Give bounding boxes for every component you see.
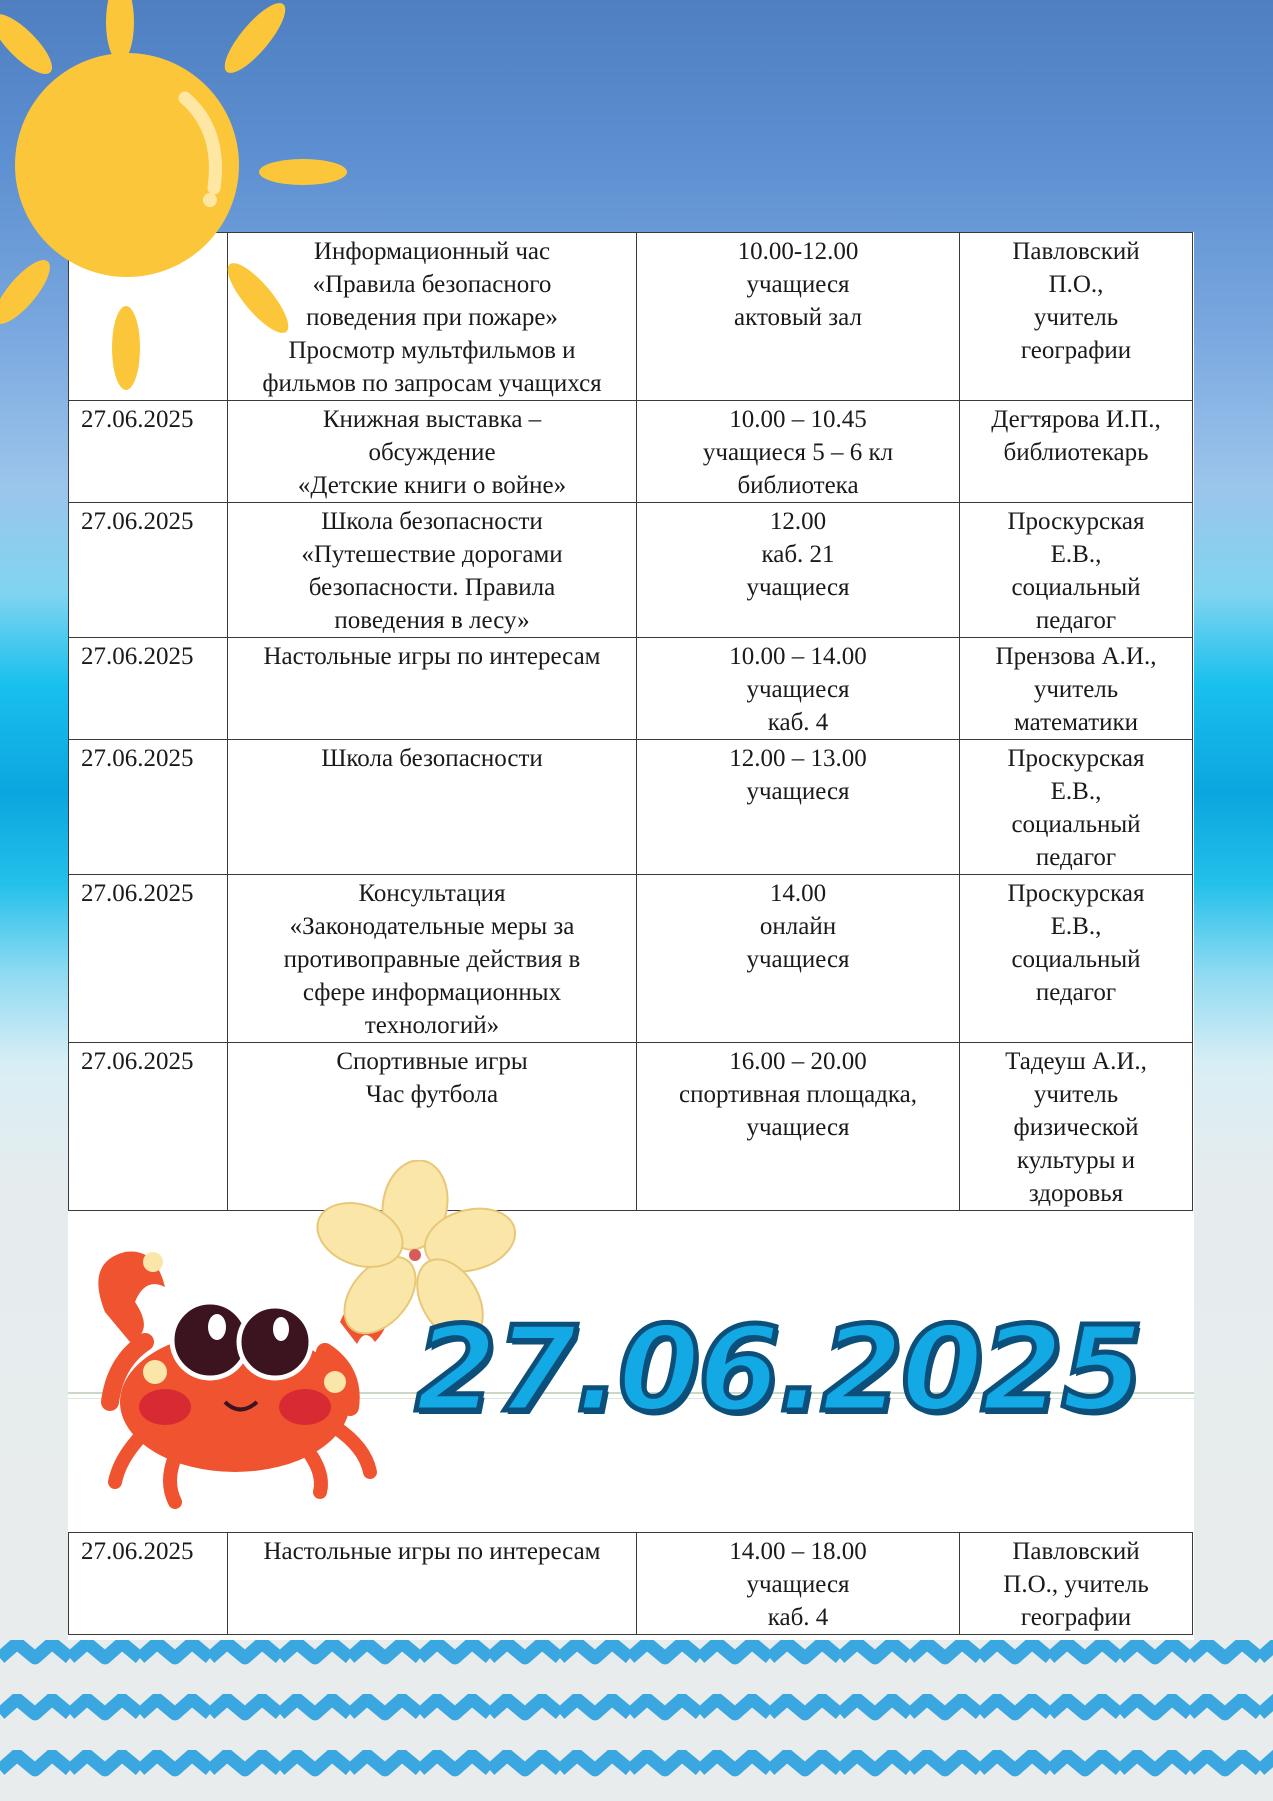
event-cell: Настольные игры по интересам [228, 1533, 637, 1635]
date-cell: 27.06.2025 [69, 401, 228, 503]
event-cell: Школа безопасности [228, 740, 637, 875]
responsible-cell: Проскурская Е.В., социальный педагог [960, 875, 1193, 1043]
date-cell: 27.06.2025 [69, 740, 228, 875]
responsible-cell: Павловский П.О., учитель географии [960, 1533, 1193, 1635]
responsible-cell: Проскурская Е.В., социальный педагог [960, 503, 1193, 638]
table-row [69, 875, 1193, 1043]
waves-icon [0, 1638, 1273, 1801]
event-cell: Информационный час «Правила безопасного поведения при пожаре» Просмотр мультфильмов и фильмов по запросам учащихся [228, 233, 637, 401]
time-place-cell: 10.00 – 14.00 учащиеся каб. 4 [637, 638, 960, 740]
time-place-cell: 16.00 – 20.00 спортивная площадка, учащиеся [637, 1043, 960, 1211]
event-cell: Настольные игры по интересам [228, 638, 637, 740]
date-cell: 27.06.2025 [69, 503, 228, 638]
time-place-cell: 12.00 каб. 21 учащиеся [637, 503, 960, 638]
date-cell: 27.06.2025 [69, 638, 228, 740]
table-row [69, 740, 1193, 875]
responsible-cell: Павловский П.О., учитель географии [960, 233, 1193, 401]
banner-date: 27.06.2025 [415, 1300, 1142, 1438]
date-cell: 27.06.2025 [69, 875, 228, 1043]
responsible-cell: Дегтярова И.П., библиотекарь [960, 401, 1193, 503]
table-row [69, 503, 1193, 638]
responsible-cell: Тадеуш А.И., учитель физической культуры и здоровья [960, 1043, 1193, 1211]
date-cell: 27.06.2025 [69, 1043, 228, 1211]
event-cell: Консультация «Законодательные меры за противоправные действия в сфере информационных технологий» [228, 875, 637, 1043]
table-row [69, 1533, 1193, 1635]
time-place-cell: 14.00 – 18.00 учащиеся каб. 4 [637, 1533, 960, 1635]
time-place-cell: 14.00 онлайн учащиеся [637, 875, 960, 1043]
table-row [69, 638, 1193, 740]
responsible-cell: Проскурская Е.В., социальный педагог [960, 740, 1193, 875]
responsible-cell: Прензова А.И., учитель математики [960, 638, 1193, 740]
time-place-cell: 10.00-12.00 учащиеся актовый зал [637, 233, 960, 401]
schedule-table-bottom [68, 1532, 1193, 1635]
sun-icon [0, 0, 360, 400]
event-cell: Школа безопасности «Путешествие дорогами безопасности. Правила поведения в лесу» [228, 503, 637, 638]
event-cell: Книжная выставка – обсуждение «Детские книги о войне» [228, 401, 637, 503]
time-place-cell: 12.00 – 13.00 учащиеся [637, 740, 960, 875]
table-row [69, 401, 1193, 503]
time-place-cell: 10.00 – 10.45 учащиеся 5 – 6 кл библиотека [637, 401, 960, 503]
event-cell: Спортивные игры Час футбола [228, 1043, 637, 1211]
date-cell: 27.06.2025 [69, 1533, 228, 1635]
